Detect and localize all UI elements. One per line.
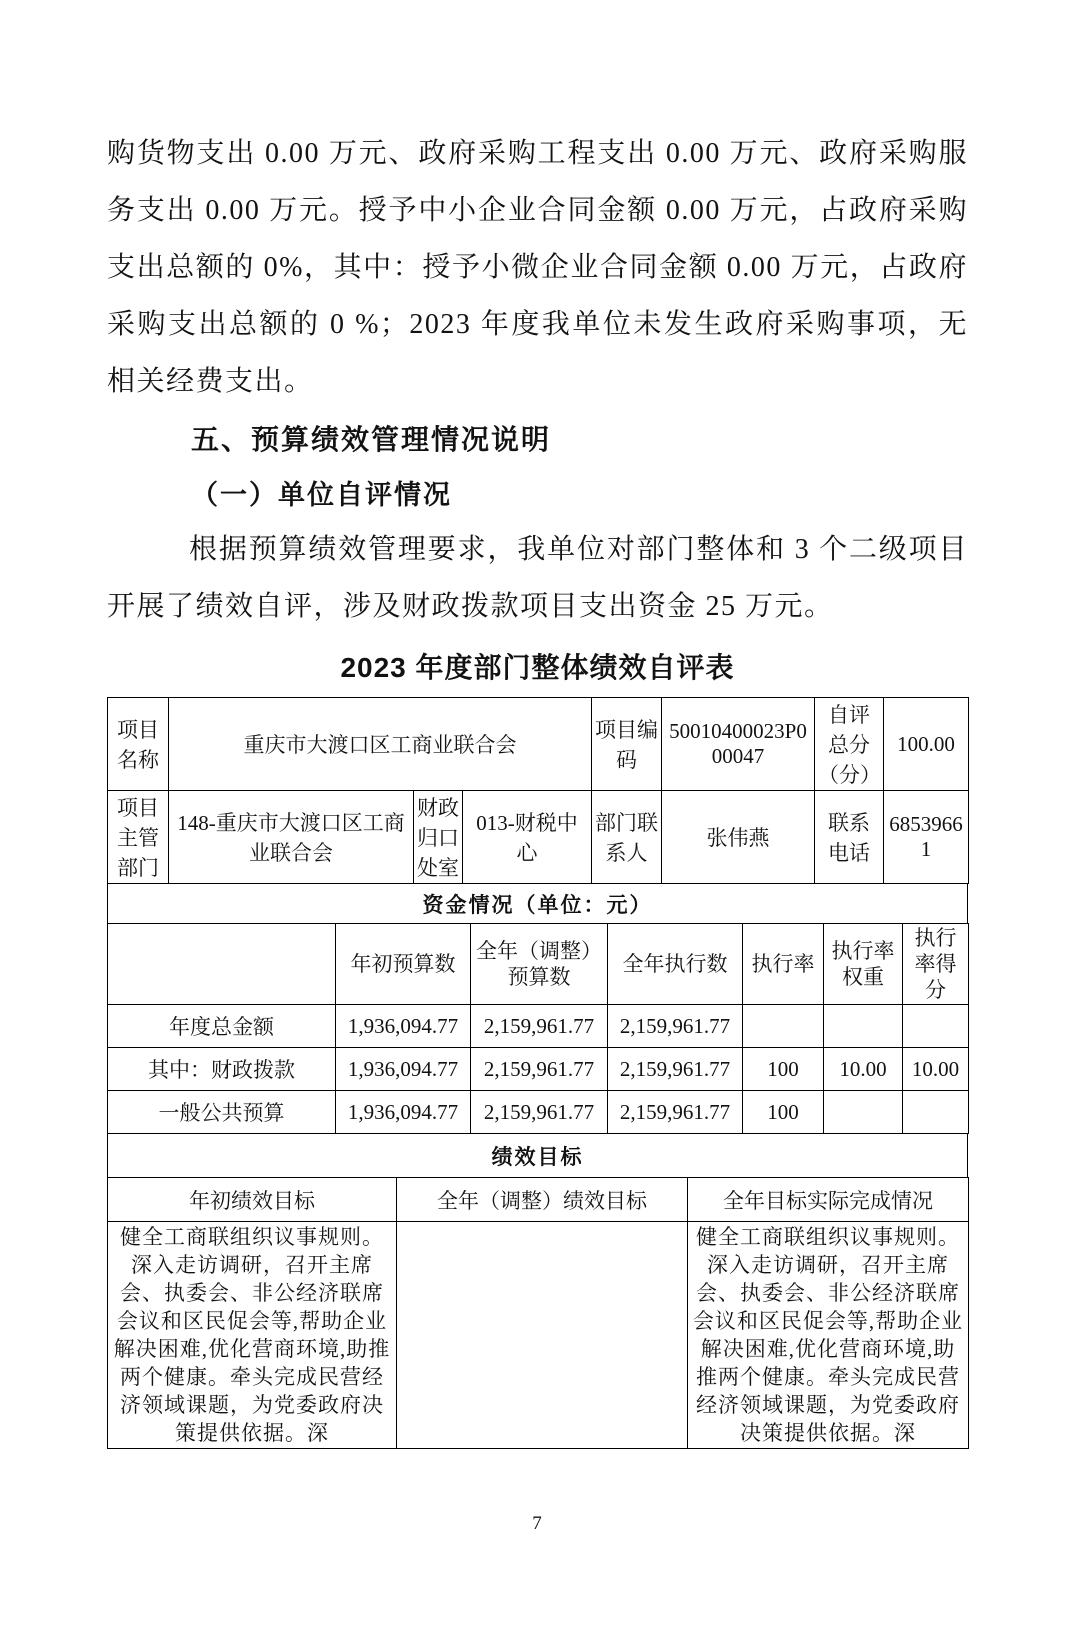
paragraph-line: 采购支出总额的 0 %；2023 年度我单位未发生政府采购事项，无 bbox=[107, 309, 968, 340]
project-code-label: 项目编码 bbox=[592, 698, 662, 791]
goals-band-table bbox=[107, 1133, 968, 1178]
funds-band-table bbox=[107, 883, 968, 924]
section-heading: 五、预算绩效管理情况说明 bbox=[191, 424, 552, 455]
adjusted-goal-text bbox=[397, 1222, 688, 1449]
initial-goal-text: 健全工商联组织议事规则。深入走访调研，召开主席会、执委会、非公经济联席会议和区民促会等,帮助企业解决困难,优化营商环境,助推两个健康。牵头完成民营经济领域课题，为党委政府决策提供依据。深 bbox=[108, 1222, 397, 1449]
initial-budget-value: 1,936,094.77 bbox=[336, 1048, 471, 1091]
funds-header-executed: 全年执行数 bbox=[608, 924, 743, 1005]
project-info-table bbox=[107, 697, 969, 884]
project-name-label: 项目名称 bbox=[108, 698, 169, 791]
funds-row-label: 年度总金额 bbox=[108, 1005, 336, 1048]
adjusted-budget-value: 2,159,961.77 bbox=[471, 1091, 608, 1134]
paragraph-line: 开展了绩效自评，涉及财政拨款项目支出资金 25 万元。 bbox=[107, 591, 834, 622]
goals-table bbox=[107, 1177, 969, 1449]
goals-band-title: 绩效目标 bbox=[108, 1134, 968, 1178]
intro-paragraph bbox=[107, 125, 968, 410]
funds-row-fiscal bbox=[108, 1048, 969, 1091]
page-number: 7 bbox=[532, 1513, 542, 1534]
executed-value: 2,159,961.77 bbox=[608, 1091, 743, 1134]
body-paragraph bbox=[107, 521, 968, 635]
paragraph-line: 务支出 0.00 万元。授予中小企业合同金额 0.00 万元，占政府采购 bbox=[107, 195, 968, 226]
rate-score-value bbox=[903, 1091, 969, 1134]
paragraph-line: 相关经费支出。 bbox=[107, 366, 314, 397]
funds-header-initial: 年初预算数 bbox=[336, 924, 471, 1005]
goals-header-adjusted: 全年（调整）绩效目标 bbox=[397, 1178, 688, 1222]
paragraph-line: 根据预算绩效管理要求，我单位对部门整体和 3 个二级项目 bbox=[189, 534, 968, 565]
adjusted-budget-value: 2,159,961.77 bbox=[471, 1005, 608, 1048]
project-name-value: 重庆市大渡口区工商业联合会 bbox=[169, 698, 592, 791]
dept-value: 148-重庆市大渡口区工商业联合会 bbox=[169, 791, 414, 884]
goals-header-actual: 全年目标实际完成情况 bbox=[688, 1178, 969, 1222]
subsection-heading: （一）单位自评情况 bbox=[191, 480, 452, 510]
paragraph-line: 购货物支出 0.00 万元、政府采购工程支出 0.00 万元、政府采购服 bbox=[107, 138, 968, 169]
funds-header-row bbox=[108, 924, 969, 1005]
funds-header-rate-weight: 执行率权重 bbox=[824, 924, 903, 1005]
goals-header-row bbox=[108, 1178, 969, 1222]
adjusted-budget-value: 2,159,961.77 bbox=[471, 1048, 608, 1091]
rate-weight-value bbox=[824, 1091, 903, 1134]
funds-header-adjusted: 全年（调整）预算数 bbox=[471, 924, 608, 1005]
table-row bbox=[108, 1134, 968, 1178]
funds-table bbox=[107, 923, 969, 1134]
phone-label: 联系电话 bbox=[815, 791, 884, 884]
self-score-value: 100.00 bbox=[884, 698, 969, 791]
document-page bbox=[0, 125, 1074, 1645]
table-row bbox=[108, 698, 969, 791]
executed-value: 2,159,961.77 bbox=[608, 1048, 743, 1091]
executed-value: 2,159,961.77 bbox=[608, 1005, 743, 1048]
table-row bbox=[108, 884, 968, 924]
finance-office-value: 013-财税中心 bbox=[463, 791, 592, 884]
funds-header-blank bbox=[108, 924, 336, 1005]
goals-content-row bbox=[108, 1222, 969, 1449]
rate-value: 100 bbox=[743, 1091, 824, 1134]
funds-row-general-public bbox=[108, 1091, 969, 1134]
page-content bbox=[107, 125, 968, 1449]
funds-row-label: 一般公共预算 bbox=[108, 1091, 336, 1134]
actual-completion-text: 健全工商联组织议事规则。深入走访调研，召开主席会、执委会、非公经济联席会议和区民促会等,帮助企业解决困难,优化营商环境,助推两个健康。牵头完成民营经济领域课题，为党委政府决策提供依据。深 bbox=[688, 1222, 969, 1449]
rate-value bbox=[743, 1005, 824, 1048]
finance-office-label: 财政归口处室 bbox=[414, 791, 463, 884]
rate-score-value bbox=[903, 1005, 969, 1048]
project-code-value: 50010400023P000047 bbox=[662, 698, 815, 791]
initial-budget-value: 1,936,094.77 bbox=[336, 1005, 471, 1048]
funds-row-total bbox=[108, 1005, 969, 1048]
goals-header-initial: 年初绩效目标 bbox=[108, 1178, 397, 1222]
table-title: 2023 年度部门整体绩效自评表 bbox=[340, 652, 735, 683]
phone-value: 68539661 bbox=[884, 791, 969, 884]
self-evaluation-table bbox=[107, 697, 968, 1449]
rate-weight-value bbox=[824, 1005, 903, 1048]
rate-value: 100 bbox=[743, 1048, 824, 1091]
contact-value: 张伟燕 bbox=[662, 791, 815, 884]
funds-header-rate: 执行率 bbox=[743, 924, 824, 1005]
rate-score-value: 10.00 bbox=[903, 1048, 969, 1091]
dept-label: 项目主管部门 bbox=[108, 791, 169, 884]
rate-weight-value: 10.00 bbox=[824, 1048, 903, 1091]
funds-header-rate-score: 执行率得分 bbox=[903, 924, 969, 1005]
initial-budget-value: 1,936,094.77 bbox=[336, 1091, 471, 1134]
funds-band-title: 资金情况（单位：元） bbox=[108, 884, 968, 924]
funds-row-label: 其中：财政拨款 bbox=[108, 1048, 336, 1091]
table-row bbox=[108, 791, 969, 884]
contact-label: 部门联系人 bbox=[592, 791, 662, 884]
paragraph-line: 支出总额的 0%，其中：授予小微企业合同金额 0.00 万元，占政府 bbox=[107, 252, 968, 283]
self-score-label: 自评总分（分） bbox=[815, 698, 884, 791]
